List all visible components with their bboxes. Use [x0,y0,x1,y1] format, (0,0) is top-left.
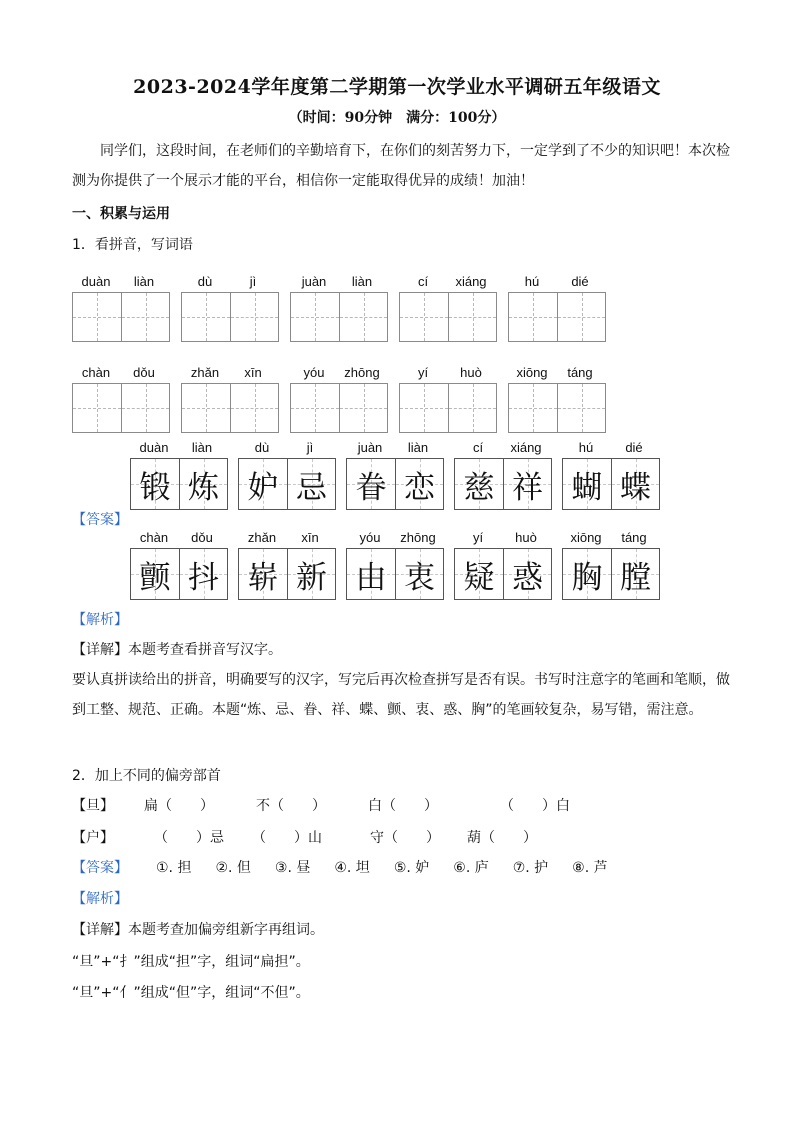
question-2-prompt: 2．加上不同的偏旁部首 [72,768,221,784]
pinyin: hú [578,440,594,455]
radical-line-1 [72,795,570,815]
answer-word [130,438,228,510]
answer-item: ①. 担 [156,860,192,876]
tianzige-box[interactable] [400,384,448,432]
pinyin-grid-row-2 [72,363,617,433]
word-slot [508,363,606,433]
tianzige-box[interactable] [557,384,605,432]
answer-grid-row-1 [130,438,670,510]
pinyin: dǒu [191,530,213,545]
answer-box [503,459,551,509]
word-slot [290,272,388,342]
answer-char: 抖 [188,559,219,596]
answer-char: 忌 [296,469,327,506]
word-slot [399,272,497,342]
answer-box [563,459,611,509]
fill-blank[interactable]: （ ）白 [500,798,570,814]
fill-blank[interactable]: 白（ ） [368,798,438,814]
analysis-label: 【解析】 [72,891,128,907]
answer-word [562,438,660,510]
word-slot [181,272,279,342]
pinyin: jì [249,274,257,289]
pinyin: yí [472,530,484,545]
pinyin: táng [621,530,647,545]
fill-blank[interactable]: （ ）山 [252,830,322,846]
tianzige-box[interactable] [339,384,387,432]
answer-char: 胸 [571,559,603,596]
pinyin: zhǎn [190,365,220,380]
page-title: 2023-2024学年度第二学期第一次学业水平调研五年级语文 [133,76,661,98]
pinyin: xiōng [570,530,602,545]
tianzige-box[interactable] [291,293,339,341]
pinyin: yóu [359,530,381,545]
fill-blank[interactable]: 不（ ） [256,798,326,814]
answer-char: 眷 [355,469,387,506]
pinyin: duàn [81,274,111,289]
pinyin: xīn [301,530,319,545]
answer-box [503,549,551,599]
pinyin: dǒu [133,365,155,380]
analysis-label: 【解析】 [72,612,128,628]
pinyin: liàn [351,274,373,289]
pinyin: cí [417,274,429,289]
tianzige-box[interactable] [509,384,557,432]
radical-line-2 [72,827,537,847]
answer-word [454,438,552,510]
word-slot [399,363,497,433]
radical-label: 【户】 [72,830,114,846]
answer-box [347,459,395,509]
pinyin: xīn [244,365,262,380]
fill-blank[interactable]: （ ）忌 [154,830,224,846]
answer-box [455,459,503,509]
answer-char: 惑 [512,559,543,596]
tianzige-box[interactable] [121,293,169,341]
tianzige-box[interactable] [73,293,121,341]
answer-char: 祥 [512,469,543,506]
tianzige-box[interactable] [400,293,448,341]
answer-box [131,549,179,599]
tianzige-box[interactable] [291,384,339,432]
answer-word [130,528,228,600]
tianzige-box[interactable] [230,384,278,432]
pinyin: duàn [139,440,169,455]
word-slot [72,272,170,342]
answer-char: 炼 [188,469,219,506]
answer-char: 崭 [247,559,279,596]
answer-box [287,549,335,599]
pinyin: dù [197,274,213,289]
tianzige-box[interactable] [182,293,230,341]
tianzige-box[interactable] [230,293,278,341]
answer-char: 锻 [139,469,171,506]
answer-box [131,459,179,509]
answer-item: ③. 昼 [274,860,311,876]
answer-label: 【答案】 [72,512,128,528]
answer-grid-row-2 [130,528,670,600]
answer-word [562,528,660,600]
tianzige-box[interactable] [73,384,121,432]
pinyin: zhǎn [247,530,277,545]
fill-blank[interactable]: 扁（ ） [144,798,214,814]
pinyin: dié [625,440,643,455]
pinyin: chàn [139,530,169,545]
pinyin: liàn [407,440,429,455]
answer-item: ⑥. 庐 [453,860,489,876]
pinyin: juàn [301,274,327,289]
pinyin: dù [254,440,270,455]
pinyin: xiáng [510,440,542,455]
tianzige-box[interactable] [448,293,496,341]
answer-label: 【答案】 [72,860,128,876]
answer-box [611,459,659,509]
radical-label: 【旦】 [72,798,114,814]
answer-box [395,549,443,599]
pinyin: liàn [191,440,213,455]
answer-box [347,549,395,599]
word-slot [181,363,279,433]
answer-char: 恋 [404,469,435,506]
section-heading: 一、积累与运用 [72,206,170,222]
answer-box [395,459,443,509]
pinyin: cí [472,440,484,455]
detail-text: 【详解】本题考查加偏旁组新字再组词。 [72,922,324,938]
fill-blank[interactable]: 守（ ） [370,830,440,846]
tianzige-box[interactable] [448,384,496,432]
answers-line [72,857,632,877]
answer-char: 由 [355,559,387,596]
answer-word [238,528,336,600]
pinyin: juàn [357,440,383,455]
question-1-prompt: 1．看拼音，写词语 [72,237,193,253]
note-text: “旦”+“扌”组成“担”字，组词“扁担”。 [72,954,310,970]
intro-paragraph: 同学们，这段时间，在老师们的辛勤培育下，在你们的刻苦努力下，一定学到了不少的知识吧！本次检测为你提供了一个展示才能的平台，相信你一定能取得优异的成绩！加油！ [72,143,730,189]
answer-char: 衷 [404,559,435,596]
word-slot [72,363,170,433]
pinyin: hú [524,274,540,289]
fill-blank[interactable]: 葫（ ） [467,830,537,846]
answer-char: 膛 [620,559,651,596]
answer-box [179,459,227,509]
pinyin: dié [571,274,589,289]
answer-box [287,459,335,509]
pinyin: xiōng [516,365,548,380]
answer-box [179,549,227,599]
tianzige-box[interactable] [509,293,557,341]
pinyin: chàn [81,365,111,380]
word-slot [508,272,606,342]
answer-word [454,528,552,600]
pinyin: yí [417,365,429,380]
answer-item: ④. 坦 [334,860,370,876]
pinyin: táng [567,365,593,380]
answer-char: 新 [296,559,327,596]
pinyin: xiáng [455,274,487,289]
tianzige-box[interactable] [557,293,605,341]
pinyin: liàn [133,274,155,289]
word-slot [290,363,388,433]
answer-char: 蝴 [571,469,603,506]
pinyin-grid-row-1 [72,272,617,342]
answer-box [563,549,611,599]
answer-word [346,438,444,510]
pinyin: huò [460,365,482,380]
answer-box [239,549,287,599]
answer-box [455,549,503,599]
answer-word [346,528,444,600]
tianzige-box[interactable] [339,293,387,341]
pinyin: yóu [303,365,325,380]
pinyin: zhōng [400,530,436,545]
answer-char: 疑 [463,559,495,596]
answer-char: 蝶 [620,469,651,506]
answer-word [238,438,336,510]
detail-text: 【详解】本题考查看拼音写汉字。 [72,642,282,658]
answer-item: ⑦. 护 [512,860,549,876]
answer-char: 慈 [463,469,495,506]
tianzige-box[interactable] [121,384,169,432]
answer-char: 妒 [247,469,279,506]
answer-box [611,549,659,599]
pinyin: huò [515,530,537,545]
answer-item: ②. 但 [215,860,251,876]
answer-item: ⑤. 妒 [393,860,430,876]
answer-item: ⑧. 芦 [572,860,608,876]
pinyin: jì [306,440,314,455]
tianzige-box[interactable] [182,384,230,432]
pinyin: zhōng [344,365,380,380]
explanation-text: 要认真拼读给出的拼音，明确要写的汉字，写完后再次检查拼写是否有误。书写时注意字的笔画和笔顺，做到工整、规范、正确。本题“炼、忌、眷、祥、蝶、颤、衷、惑、胸”的笔画较复杂，易写错，需注意。 [72,672,730,718]
answer-char: 颤 [139,559,171,596]
answer-box [239,459,287,509]
note-text: “旦”+“亻”组成“但”字，组词“不但”。 [72,985,310,1001]
exam-info: （时间：90分钟 满分：100分） [288,110,506,126]
